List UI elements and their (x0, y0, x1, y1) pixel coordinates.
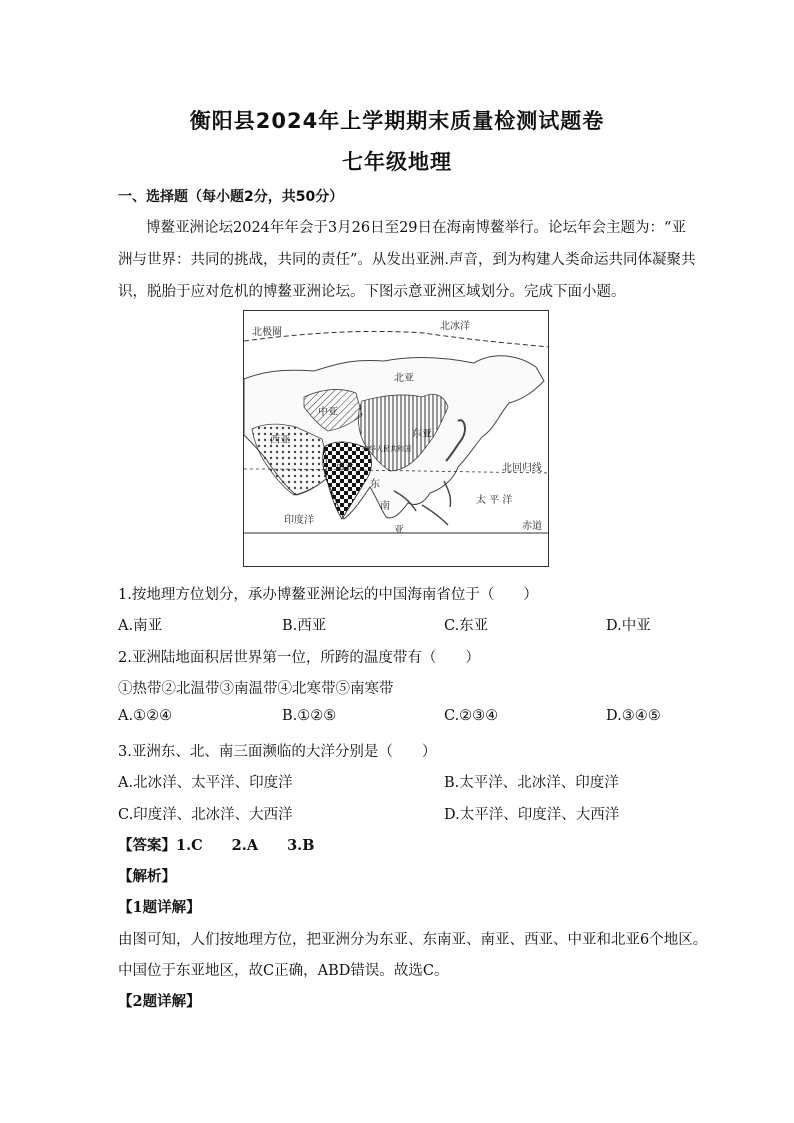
label-arctic-circle: 北极圈 (252, 327, 282, 338)
detail-1-line-2: 中国位于东亚地区，故C正确，ABD错误。故选C。 (118, 963, 449, 979)
label-tropic-of-cancer: 北回归线 (502, 463, 542, 474)
label-pacific-ocean: 太 平 洋 (476, 495, 513, 506)
detail-1-line-1: 由图可知，人们按地理方位，把亚洲分为东亚、东南亚、南亚、西亚、中亚和北亚6个地区。 (118, 932, 708, 948)
label-se-dong: 东 (370, 479, 380, 490)
asia-region-map (243, 310, 549, 567)
label-se-nan: 南 (380, 501, 390, 512)
intro-line-2: 洲与世界：共同的挑战，共同的责任”。从发出亚洲.声音，到为构建人类命运共同体凝聚共 (118, 252, 696, 268)
q1-option-c: C.东亚 (444, 618, 489, 634)
arctic-circle-line (244, 331, 549, 347)
label-arctic-ocean: 北冰洋 (440, 321, 470, 332)
south-asia-region (323, 442, 372, 519)
label-indian-ocean: 印度洋 (284, 515, 314, 526)
label-central-asia: 中亚 (318, 407, 338, 418)
detail-1-label: 【1题详解】 (118, 899, 201, 916)
exam-subtitle: 七年级地理 (342, 150, 452, 174)
question-2-stem: 2.亚洲陆地面积居世界第一位，所跨的温度带有（ ） (118, 650, 480, 666)
exam-title: 衡阳县2024年上学期期末质量检测试题卷 (189, 109, 605, 133)
intro-line-3: 识，脱胎于应对危机的博鳌亚洲论坛。下图示意亚洲区域划分。完成下面小题。 (118, 284, 626, 300)
q2-option-d: D.③④⑤ (606, 708, 661, 724)
question-1-stem: 1.按地理方位划分，承办博鳌亚洲论坛的中国海南省位于（ ） (118, 587, 538, 603)
label-china: 中华人民共和国 (362, 445, 411, 453)
q3-option-c: C.印度洋、北冰洋、大西洋 (118, 807, 293, 823)
label-north-asia: 北亚 (394, 373, 414, 384)
q2-option-a: A.①②④ (118, 708, 173, 724)
label-west-asia: 西亚 (270, 435, 290, 446)
q3-option-a: A.北冰洋、太平洋、印度洋 (118, 775, 293, 791)
intro-line-1: 博鳌亚洲论坛2024年年会于3月26日至29日在海南博鳌举行。论坛年会主题为：“亚 (146, 220, 686, 236)
q2-option-c: C.②③④ (444, 708, 499, 724)
answer-line: 【答案】1.C 2.A 3.B (118, 837, 315, 854)
q2-option-b: B.①②⑤ (282, 708, 337, 724)
label-equator: 赤道 (522, 521, 542, 532)
question-2-sub: ①热带②北温带③南温带④北寒带⑤南寒带 (118, 681, 394, 697)
q3-option-b: B.太平洋、北冰洋、印度洋 (444, 775, 619, 791)
label-south-asia: 南亚 (336, 462, 355, 472)
label-east-asia: 东亚 (412, 429, 432, 440)
q3-option-d: D.太平洋、印度洋、大西洋 (444, 807, 620, 823)
q1-option-b: B.西亚 (282, 618, 327, 634)
analysis-label: 【解析】 (118, 868, 176, 885)
q1-option-a: A.南亚 (118, 618, 163, 634)
label-se-ya: 亚 (394, 525, 404, 536)
q1-option-d: D.中亚 (606, 618, 651, 634)
detail-2-label: 【2题详解】 (118, 993, 201, 1010)
question-3-stem: 3.亚洲东、北、南三面濒临的大洋分别是（ ） (118, 744, 437, 760)
section-heading: 一、选择题（每小题2分，共50分） (118, 189, 344, 205)
